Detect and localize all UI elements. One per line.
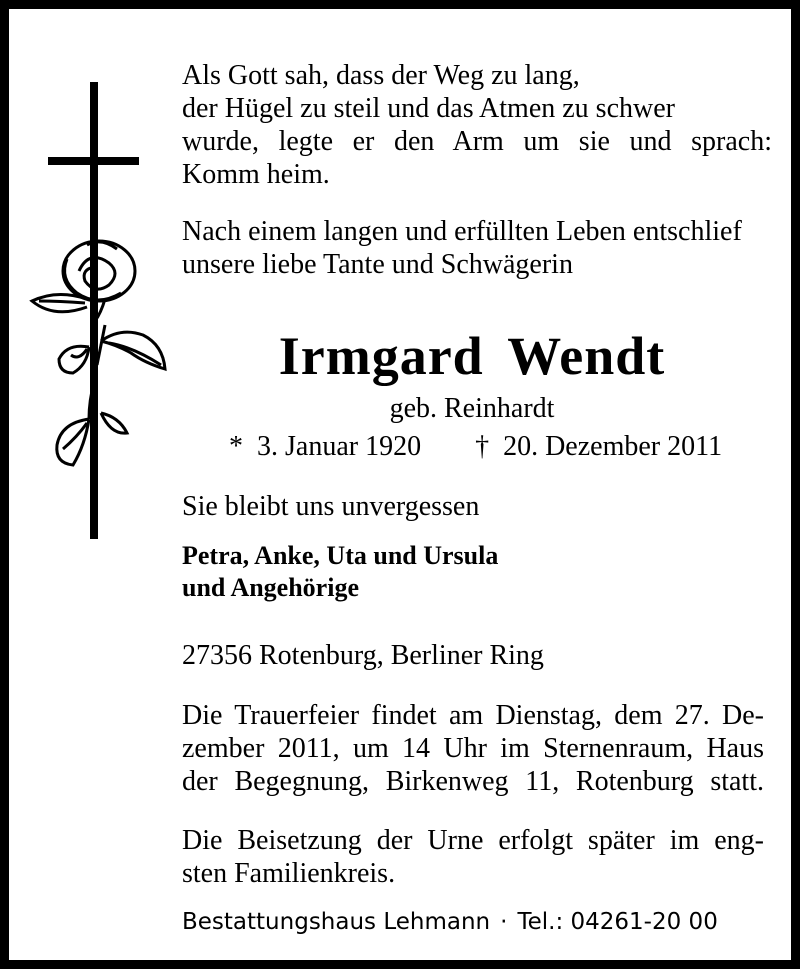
funeral-home-footer	[182, 906, 782, 938]
death-symbol: †	[475, 431, 490, 462]
phone-number: 04261-20 00	[570, 909, 718, 935]
service-line: Die Trauerfeier findet am Dienstag, dem 27. De-	[182, 700, 764, 731]
mourners-line: Petra, Anke, Uta und Ursula	[182, 541, 499, 570]
birth-symbol: *	[229, 431, 243, 462]
cross-with-rose-icon	[9, 9, 179, 549]
deceased-name: Irmgard Wendt	[278, 326, 666, 386]
mourners-line: und Angehörige	[182, 573, 359, 602]
poem-line: Als Gott sah, dass der Weg zu lang,	[182, 60, 580, 91]
burial-line: sten Familienkreis.	[182, 858, 396, 889]
service-line: der Begegnung, Birkenweg 11, Rotenburg statt.	[182, 766, 764, 797]
footer-separator: ·	[500, 909, 508, 935]
poem-line: wurde, legte er den Arm um sie und sprach:	[182, 126, 772, 157]
poem-line: der Hügel zu steil und das Atmen zu schwer	[182, 93, 675, 124]
service-line: zember 2011, um 14 Uhr im Sternenraum, Haus	[182, 733, 764, 764]
intro-line: Nach einem langen und erfüllten Leben entschlief	[182, 216, 742, 247]
mourners	[182, 540, 772, 604]
maiden-name: geb. Reinhardt	[389, 393, 555, 424]
remembrance-text: Sie bleibt uns unvergessen	[182, 491, 480, 522]
address: 27356 Rotenburg, Berliner Ring	[182, 640, 544, 671]
burial-line: Die Beisetzung der Urne erfolgt später im eng-	[182, 825, 764, 856]
burial-info	[182, 824, 764, 890]
intro-line: unsere liebe Tante und Schwägerin	[182, 249, 573, 280]
death-date: 20. Dezember 2011	[503, 431, 723, 462]
poem	[182, 59, 772, 191]
intro-text	[182, 215, 772, 281]
life-dates	[229, 431, 789, 463]
phone-label: Tel.:	[517, 909, 564, 935]
poem-line: Komm heim.	[182, 159, 330, 190]
funeral-home-name: Bestattungshaus Lehmann	[182, 909, 491, 935]
birth-date: 3. Januar 1920	[257, 431, 422, 462]
service-info	[182, 699, 764, 798]
